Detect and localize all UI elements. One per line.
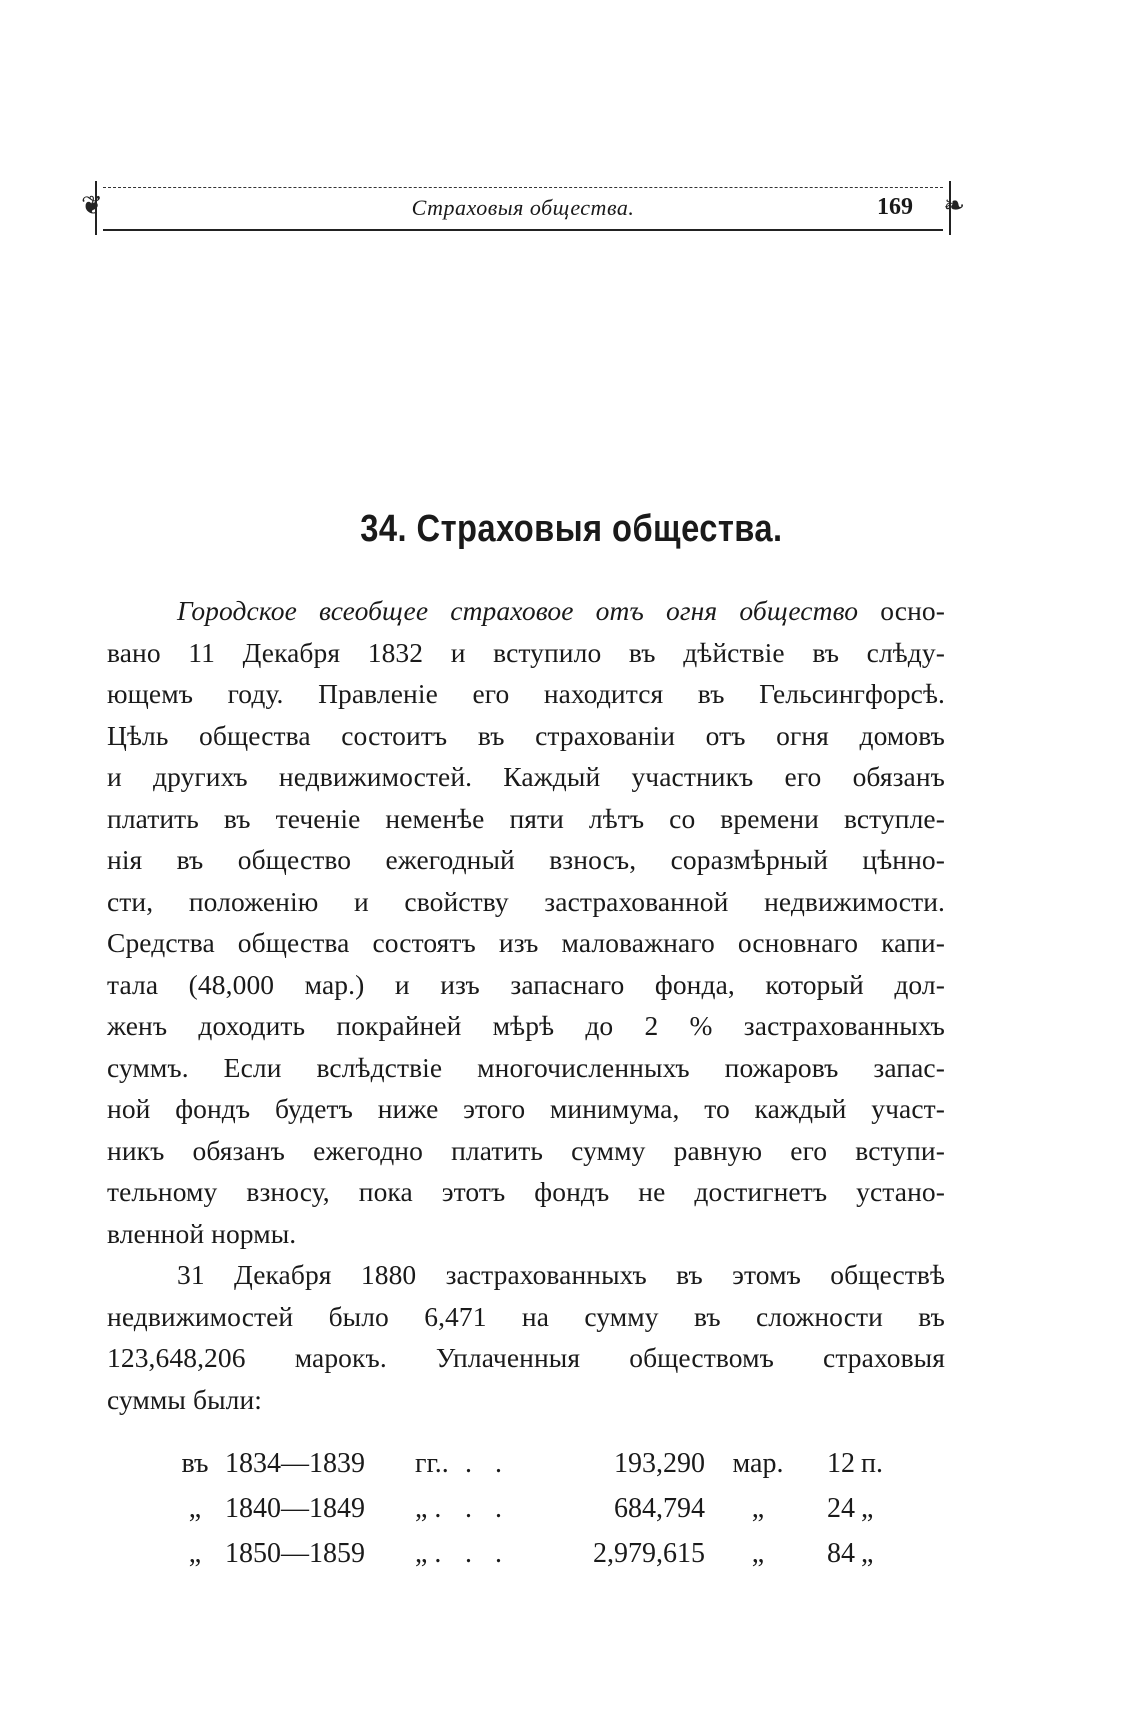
paragraph-1-line: Цѣль общества состоитъ въ страхованіи отъ огня домовъ [107, 719, 945, 751]
paragraph-1-line: женъ доходить покрайней мѣрѣ до 2 % застрахованныхъ [107, 1010, 945, 1041]
header-ornament-right-icon: ❧ [943, 191, 965, 220]
row-pennies: 24 [827, 1493, 855, 1524]
paragraph-1-line: вано 11 Декабря 1832 и вступило въ дѣйствіе въ слѣду- [107, 636, 945, 668]
italic-society-name: Городское всеобщее страховое отъ огня общество [177, 595, 859, 626]
row-pennies-unit: „ [861, 1538, 874, 1569]
table-row [175, 1493, 875, 1537]
paragraph-2-line: недвижимостей было 6,471 на сумму въ сложности въ [107, 1300, 945, 1332]
paragraph-1-line-1 [107, 590, 945, 632]
row-amount: 193,290 [614, 1448, 705, 1479]
paragraph-1-line: ной фондъ будетъ ниже этого минимума, то каждый участ- [107, 1093, 945, 1124]
header-ornament-left-icon: ❦ [81, 191, 103, 220]
row-amount: 684,794 [614, 1493, 705, 1524]
paragraph-1-line: и другихъ недвижимостей. Каждый участникъ его обязанъ [107, 761, 945, 792]
row-leader-dots: . . [465, 1538, 510, 1569]
row-pennies-unit: п. [861, 1448, 883, 1479]
header-rule-top [103, 187, 943, 188]
paragraph-1-line: ющемъ году. Правленіе его находится въ Гельсингфорсѣ. [107, 678, 945, 709]
paragraph-1-line: тала (48,000 мар.) и изъ запаснаго фонда, который дол- [107, 968, 945, 1000]
paragraph-1-line: нія въ общество ежегодный взносъ, соразмѣрный цѣнно- [107, 844, 945, 875]
row-pennies-unit: „ [861, 1493, 874, 1524]
row-prefix: въ [181, 1448, 209, 1479]
row-year-range: 1840—1849 [225, 1493, 365, 1524]
paragraph-2-line: 31 Декабря 1880 застрахованныхъ въ этомъ обществѣ [177, 1259, 945, 1290]
section-title: 34. Страховыя общества. [360, 508, 783, 550]
page-number: 169 [877, 194, 913, 220]
paragraph-1-line: вленной нормы. [107, 1217, 297, 1249]
row-pennies: 12 [827, 1448, 855, 1479]
row-amount: 2,979,615 [593, 1538, 705, 1569]
paragraph-2-line: 123,648,206 марокъ. Уплаченныя обществомъ страховыя [107, 1342, 945, 1373]
row-prefix: „ [188, 1538, 202, 1569]
row-currency: мар. [732, 1448, 784, 1479]
row-leader-dots: . . [465, 1448, 510, 1479]
paragraph-1-line: никъ обязанъ ежегодно платить сумму равную его вступи- [107, 1134, 945, 1166]
paragraph-1-line: Средства общества состоятъ изъ маловажнаго основнаго капи- [107, 927, 945, 958]
paragraph-1-line: платить въ теченіе неменѣе пяти лѣтъ со времени вступле- [107, 802, 945, 834]
paragraph-2-line: суммы были: [107, 1383, 263, 1415]
paragraph-1-line-1-rest: осно- [880, 595, 945, 626]
row-years-unit: „ . [415, 1538, 442, 1569]
header-rule-bottom [103, 229, 943, 231]
row-year-range: 1850—1859 [225, 1538, 365, 1569]
row-currency: „ [751, 1538, 765, 1569]
table-row [175, 1448, 883, 1492]
row-years-unit: „ . [415, 1493, 442, 1524]
paragraph-1-line: суммъ. Если вслѣдствіе многочисленныхъ пожаровъ запас- [107, 1051, 945, 1083]
row-prefix: „ [188, 1493, 202, 1524]
row-leader-dots: . . [465, 1493, 510, 1524]
table-row [175, 1538, 875, 1582]
running-header [81, 183, 965, 233]
paragraph-1-line: сти, положенію и свойству застрахованной недвижимости. [107, 885, 945, 917]
row-pennies: 84 [827, 1538, 855, 1569]
row-currency: „ [751, 1493, 765, 1524]
paragraph-1-line: тельному взносу, пока этотъ фондъ не достигнетъ устано- [107, 1176, 945, 1207]
body-text [107, 590, 945, 1420]
row-year-range: 1834—1839 [225, 1448, 365, 1479]
running-title: Страховыя общества. [411, 195, 635, 220]
row-years-unit: гг.. [415, 1448, 449, 1479]
